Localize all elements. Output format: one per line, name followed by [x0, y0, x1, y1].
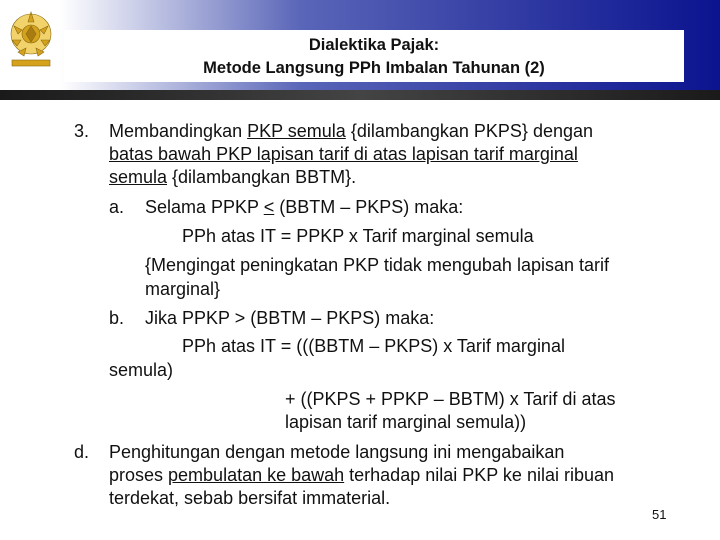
item-3-marker: 3. — [74, 121, 90, 141]
item-3-line-1-text: Membandingkan — [109, 121, 248, 141]
sub-b-formula-line-1: PPh atas IT = (((BBTM – PKPS) x Tarif marginal — [182, 336, 565, 356]
sub-a-marker: a. — [109, 197, 125, 217]
item-3-line-1 — [109, 120, 593, 142]
header-divider — [0, 90, 720, 100]
sub-b-line-1: Jika PPKP > (BBTM – PKPS) maka: — [145, 308, 435, 328]
slide-title-line-2: Metode Langsung PPh Imbalan Tahunan (2) — [203, 59, 545, 77]
sub-b-formula-line-3: + ((PKPS + PPKP – BBTM) x Tarif di atas — [285, 389, 616, 409]
item-3-line-3-underlined: semula — [109, 167, 168, 187]
item-d-line-2-underlined: pembulatan ke bawah — [168, 465, 345, 485]
sub-a-line-1 — [145, 196, 463, 218]
sub-a-note-line-2: marginal} — [145, 279, 221, 299]
sub-b-formula-line-2: semula) — [109, 360, 174, 380]
item-3-line-1-underlined: PKP semula — [247, 121, 346, 141]
item-d-marker: d. — [74, 442, 90, 462]
sub-b-formula-line-4: lapisan tarif marginal semula)) — [285, 412, 527, 432]
university-emblem-logo — [4, 4, 58, 70]
item-d-line-3: terdekat, sebab bersifat immaterial. — [109, 488, 391, 508]
item-3-line-2: batas bawah PKP lapisan tarif di atas lapisan tarif marginal — [109, 144, 578, 164]
sub-a-line-1-text: Selama PPKP — [145, 197, 264, 217]
item-d-line-2-text: proses — [109, 465, 169, 485]
sub-a-line-1-symbol: < — [263, 197, 275, 217]
sub-a-line-1-rest: (BBTM – PKPS) maka: — [274, 197, 464, 217]
item-3-line-3-rest: {dilambangkan BBTM}. — [167, 167, 357, 187]
item-3-line-1-rest: {dilambangkan PKPS} dengan — [345, 121, 594, 141]
item-d-line-2 — [109, 464, 614, 486]
slide-title-line-1: Dialektika Pajak: — [308, 36, 440, 54]
item-d-line-1: Penghitungan dengan metode langsung ini mengabaikan — [109, 442, 565, 462]
sub-b-marker: b. — [109, 308, 125, 328]
item-d-line-2-rest: terhadap nilai PKP ke nilai ribuan — [344, 465, 614, 485]
sub-a-note-line-1: {Mengingat peningkatan PKP tidak mengubah lapisan tarif — [145, 255, 609, 275]
item-3-line-3 — [109, 166, 356, 188]
sub-a-formula: PPh atas IT = PPKP x Tarif marginal semula — [182, 226, 534, 246]
page-number: 51 — [652, 507, 667, 522]
